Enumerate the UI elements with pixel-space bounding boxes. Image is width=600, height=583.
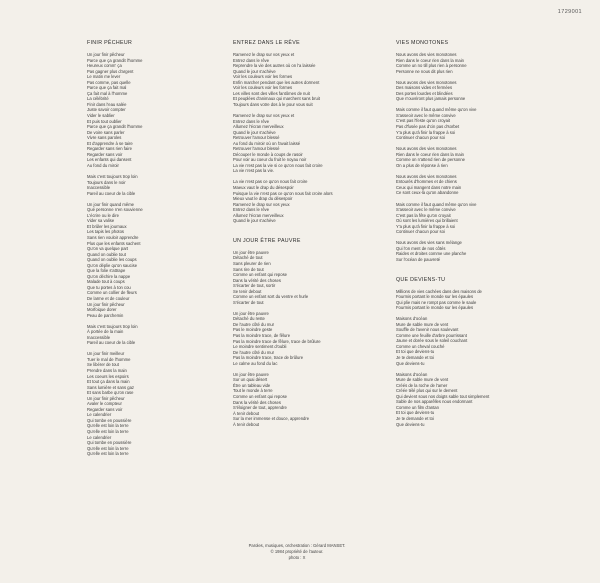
stanza	[396, 289, 536, 311]
lyric-line: Que deviens-tu	[396, 421, 425, 427]
lyric-line: Et sans barbe qu'on rase	[87, 390, 134, 396]
lyric-line: S'asseoir avec le même convive	[396, 112, 456, 118]
lyric-line: Entourés d'hommes et de chiens	[396, 179, 457, 185]
lyric-line: Le moindre sentiment d'oubli	[233, 344, 287, 350]
lyric-line: Pas la moindre trace de fêlure, trace de brûlure	[233, 338, 321, 344]
stanza	[396, 240, 536, 262]
stanza	[87, 174, 217, 196]
lyric-line: Quand le jour s'achève	[233, 129, 276, 135]
lyric-line: Ceux qui mangent dans notre main	[396, 184, 462, 190]
lyric-line: Qu'elle est loin la terre	[87, 423, 129, 429]
lyric-line: À portée de la main	[87, 329, 124, 335]
lyric-line: Qu'on va quelque part	[87, 246, 129, 252]
lyrics-column-2	[233, 40, 373, 441]
lyric-line: Mais c'est toujours trop loin	[87, 173, 138, 179]
stanza	[396, 316, 536, 366]
lyric-line: Sur la mer immense et douce, apprendre	[233, 416, 310, 422]
lyric-line: Et tout ça dans la main	[87, 379, 130, 385]
lyric-line: Retrouver l'amour blessé	[233, 146, 280, 152]
lyric-line: Se tenir debout	[233, 288, 262, 294]
lyric-line: Prendre dans la main	[87, 367, 127, 373]
credits-line: photo : X	[288, 555, 306, 560]
stanza	[233, 250, 373, 305]
lyric-line: La célébrité	[87, 96, 109, 102]
lyric-line: Allumez l'écran merveilleux	[233, 212, 284, 218]
lyric-line: L'écrire ou le dire	[87, 212, 119, 218]
lyric-line: Le matin me lever	[87, 74, 121, 80]
lyric-line: Nous avons des vies monotones	[396, 52, 457, 57]
song	[233, 238, 373, 427]
stanza	[87, 324, 217, 346]
lyric-line: Au fond du miroir où on l'avait laissé	[233, 140, 301, 146]
lyric-line: Parce que ça fait mal	[87, 85, 127, 91]
lyric-line: Et toi que deviens-tu	[396, 410, 435, 416]
lyric-line: Qui plie mais ne rompt pas comme le saule	[396, 299, 477, 305]
lyric-line: À tenir debout	[233, 410, 260, 416]
lyric-line: Le calendrier	[87, 412, 112, 418]
lyric-line: Voir les couleurs voir les formes	[233, 85, 293, 91]
lyric-line: Ce sont ceux-là qu'on abandonne	[396, 190, 459, 196]
lyric-line: Entrez dans le rêve	[233, 207, 270, 213]
stanza	[87, 202, 217, 318]
lyric-line: Sans rire de tout	[233, 266, 264, 272]
stanza	[87, 351, 217, 456]
lyric-line: Un jour finir pêcheur	[87, 52, 125, 57]
lyric-line: De voire sans parler	[87, 129, 125, 135]
lyric-line: Créée télé plus qui sur le dement	[396, 388, 458, 394]
lyric-line: Qui tombe en poussière	[87, 417, 132, 423]
lyric-line: Fourmis portant le monde sur les épaules	[396, 294, 474, 300]
lyric-line: Vider le sablier	[87, 113, 115, 119]
lyric-line: Et d'apprendre à se taire	[87, 140, 133, 146]
lyric-line: Détaché de tout	[233, 255, 263, 261]
lyric-line: Qui devient sous nos doigts sable tout simplement	[396, 393, 490, 399]
lyric-line: Qu'on déchire la nappe	[87, 273, 131, 279]
lyric-line: Regarder sans voir	[87, 151, 123, 157]
lyric-line: Pas la moindre trace, de fêlure	[233, 333, 291, 339]
stanza	[396, 202, 536, 235]
lyric-line: Peau de parchemin	[87, 312, 124, 318]
lyric-line: Ramenez le drap sur vos yeux	[233, 201, 290, 207]
lyric-line: Pas la moindre trace, trace de brûlure	[233, 355, 304, 361]
lyric-line: Découper le monde à coups de rasoir	[233, 151, 303, 157]
lyric-line: Détaché du reste	[233, 316, 265, 322]
lyric-line: Personne ne nous dit plus rien	[396, 68, 453, 74]
lyric-line: Sur l'océan de pauvreté	[396, 256, 441, 262]
lyric-line: Maisons d'océan	[396, 371, 428, 377]
lyric-line: Nous avons des vies sans mélange	[396, 240, 462, 246]
lyric-line: Pareil au coeur de la cible	[87, 340, 136, 346]
lyric-line: Pas comme, pas quelle	[87, 79, 131, 85]
lyric-line: Entrez dans le rêve	[233, 118, 270, 124]
lyric-line: Toujours dans le noir	[87, 179, 126, 185]
lyric-line: La vie n'est pas ce qu'on nous fait croire	[233, 179, 308, 185]
lyric-line: Regarder sans voir	[87, 406, 123, 412]
stanza	[87, 52, 217, 168]
stanza	[396, 372, 536, 427]
lyric-line: Qu'elle est loin la terre	[87, 451, 129, 457]
stanza	[233, 179, 373, 223]
lyric-line: De l'autre côté du mur	[233, 349, 275, 355]
stanza	[233, 113, 373, 174]
lyric-line: Mieux vaut le drap du désespoir	[233, 196, 293, 202]
stanza	[396, 107, 536, 140]
lyric-line: Comme une feuille d'arbre pourrissant	[396, 332, 467, 338]
song	[396, 40, 536, 263]
lyric-line: Avaler le compteur	[87, 401, 122, 407]
lyric-line: Puisque la vie n'est pas ce qu'on nous fait croire alors	[233, 190, 333, 196]
lyrics-column-3	[396, 40, 536, 441]
lyric-line: Qué personne n'en souvienne	[87, 207, 143, 213]
lyric-line: Toujours dans votre dos à le pour vous suit	[233, 101, 313, 107]
lyric-line: À tenir debout	[233, 421, 260, 427]
lyric-line: Millions de vies cachées dans des maisons de	[396, 288, 482, 294]
lyric-line: Au fond du miroir	[87, 162, 119, 168]
lyric-line: Un jour finir quand même	[87, 201, 135, 207]
lyric-line: Rien dans le coeur rien dans la main	[396, 151, 464, 157]
lyric-line: Comme un cheval couché	[396, 343, 445, 349]
lyric-line: Que la folie s'attrape	[87, 268, 126, 274]
lyric-line: Que tu portes à ton cou	[87, 284, 131, 290]
lyric-line: Le calme au fond du lac	[233, 360, 278, 366]
lyric-line: Et toi que deviens-tu	[396, 349, 435, 355]
lyric-line: S'asseoir avec le même convive	[396, 207, 456, 213]
lyric-line: Inaccessible	[87, 185, 111, 191]
stanza	[233, 52, 373, 107]
lyric-line: C'est pas l'feste qu'on croyait	[396, 118, 451, 124]
lyric-line: Sur un quai désert	[233, 377, 268, 383]
lyric-line: Jaune et dorée sous le soleil couchant	[396, 338, 468, 344]
lyric-line: Ça fait mal à l'homme	[87, 90, 128, 96]
lyric-line: Un jour être pauvre	[233, 310, 269, 316]
lyric-line: Comme un enfant sort du ventre et hurle	[233, 294, 309, 300]
lyric-line: Comme on n'attend rien de personne	[396, 157, 466, 163]
lyric-line: Plus que les enfants sachent	[87, 240, 141, 246]
lyric-line: Raides et droites comme une planche	[396, 251, 467, 257]
lyric-line: Parce que ça grandit l'homme	[87, 124, 143, 130]
lyric-line: Mais comme il faut quand même qu'on vive	[396, 107, 477, 113]
lyric-line: Vivre sans paroles	[87, 135, 122, 141]
lyric-line: Maisons d'océan	[396, 316, 428, 322]
lyric-line: Je te demande et toi	[396, 415, 434, 421]
lyric-line: S'éloigner de tout, apprendre	[233, 405, 287, 411]
lyric-line: Un jour être pauvre	[233, 371, 269, 377]
lyric-line: On a plus de réponse à rien	[396, 162, 448, 168]
lyric-line: Dans la vérité des choses	[233, 399, 281, 405]
credits-line: Paroles, musiques, orchestration : Gérard MANSET.	[248, 543, 346, 548]
lyric-line: Des maisons vides et fermées	[396, 85, 453, 91]
lyric-line: Je te demande et toi	[396, 355, 434, 361]
lyric-line: Nous avons des vies monotones	[396, 79, 457, 85]
lyric-line: La vie n'est pas la vie si ce qu'on nous fait croire	[233, 162, 323, 168]
lyric-line: Sans lumière et sans gaz	[87, 384, 135, 390]
lyric-line: Et peuplées d'animaux qui marchent sans bruit	[233, 96, 320, 102]
lyric-line: Heureux comm' ça	[87, 63, 122, 69]
stanza	[233, 311, 373, 366]
lyric-line: Que deviens-tu	[396, 360, 425, 366]
lyric-line: Comme un enfant qui repose	[233, 272, 288, 278]
lyric-line: Tuer le mal de l'homme	[87, 356, 131, 362]
lyric-line: Qu'on déplie qu'on saucise	[87, 262, 138, 268]
lyric-line: Les villes sont des villes fantômes de nuit	[233, 90, 310, 96]
lyric-line: Où sont les lumières qui brillaient	[396, 218, 458, 224]
lyric-line: Quand le jour s'achève	[233, 218, 276, 224]
lyric-line: Sable de nos apparêlles nous endormant	[396, 399, 473, 405]
lyric-line: De l'autre côté du mur	[233, 321, 275, 327]
song-title: ENTREZ DANS LE RÊVE	[233, 40, 300, 46]
lyric-line: Mais c'est toujours trop loin	[87, 323, 138, 329]
credits	[232, 543, 362, 561]
song	[87, 40, 217, 457]
lyric-line: Regarder sans rien faire	[87, 146, 132, 152]
lyric-line: La vie n'est pas la vie.	[233, 168, 275, 174]
song-title: UN JOUR ÊTRE PAUVRE	[233, 237, 301, 244]
lyric-line: Finir dans l'eau salée	[87, 101, 127, 107]
lyric-line: Parce que ça grandit l'homme	[87, 57, 143, 63]
lyric-line: Pas le moindre geste	[233, 327, 273, 333]
lyric-line: Sans pleurer de rien	[233, 260, 271, 266]
lyric-line: Comme un film d'antan	[396, 404, 439, 410]
catalog-number: 1729001	[557, 9, 582, 15]
lyric-line: Comme un enfant qui repose	[233, 393, 288, 399]
lyric-line: Comme un collier de fleurs	[87, 290, 137, 296]
stanza	[233, 372, 373, 427]
lyric-line: Continuer chacun pour soi	[396, 135, 445, 141]
lyric-line: Pas d'fusée pas d'cin pas d'sorbet	[396, 124, 460, 130]
lyric-line: Pas gagner plus d'argent	[87, 68, 134, 74]
lyric-line: De larme et de couleur	[87, 295, 130, 301]
lyric-line: Ramenez le drap sur vos yeux et	[233, 52, 295, 57]
song-title: FINIR PÊCHEUR	[87, 40, 133, 46]
lyric-line: Inaccessible	[87, 334, 111, 340]
lyric-line: Mure de sable mure de vent	[396, 321, 449, 327]
lyric-line: Et brûler les journaux	[87, 223, 127, 229]
lyric-line: Entrez dans le rêve	[233, 57, 270, 63]
stanza	[396, 146, 536, 168]
lyric-line: Malade tout à coups	[87, 279, 125, 285]
lyric-line: Vider sa valise	[87, 218, 115, 224]
lyric-line: Pour voir au coeur du fruit le noyau noir	[233, 157, 307, 163]
lyric-line: S'écarter de tout	[233, 299, 264, 305]
lyric-line: Retrouver l'amour blessé	[233, 135, 280, 141]
lyric-line: Sans rien vouloir apprendre	[87, 234, 139, 240]
lyric-line: C'est pas la fête qu'on croyait	[396, 212, 451, 218]
stanza	[396, 174, 536, 196]
lyric-line: Que n'ouvriront plus jamais personne	[396, 96, 466, 102]
lyric-line: Le calendrier	[87, 434, 112, 440]
lyric-line: Nous avons des vies monotones	[396, 173, 457, 179]
lyric-line: Un jour finir meilleur	[87, 351, 125, 357]
lyric-line: Qu'elle est loin la terre	[87, 429, 129, 434]
lyric-line: Qui tombe en poussière	[87, 440, 132, 446]
lyric-line: Se libérer de tout	[87, 362, 119, 368]
lyric-line: Créés de la roche de l'amer	[396, 382, 448, 388]
lyric-line: Nous avons des vies monotones	[396, 146, 457, 152]
lyric-line: Mais comme il faut quand même qu'on vive	[396, 201, 477, 207]
lyric-line: Reprendre la vie des autres où on l'a laissée	[233, 63, 316, 69]
lyric-line: Voir les couleurs voir les formes	[233, 74, 293, 80]
lyric-line: Quand on oublie les coups	[87, 257, 137, 263]
song-title: QUE DEVIENS-TU	[396, 276, 446, 283]
lyric-line: Quand on oublie tout	[87, 251, 126, 257]
lyric-line: Comme un no till plus rien à personne	[396, 63, 467, 69]
lyric-line: Fourmis portant le monde sur les épaules	[396, 305, 474, 311]
lyric-line: Ramenez le drap sur vos yeux et	[233, 112, 295, 118]
lyric-line: Qui l'on ment de nos côtés	[396, 245, 446, 251]
lyric-line: Rien dans le coeur rien dans la main	[396, 57, 464, 63]
lyric-line: Enfin marcher pendant que les autres dorment	[233, 79, 320, 85]
lyric-line: Morfoique dorer	[87, 307, 117, 313]
lyric-line: Un jour être pauvre	[233, 249, 269, 255]
song	[396, 277, 536, 428]
stanza	[396, 52, 536, 74]
lyric-line: Et puis tout oublier	[87, 118, 122, 124]
song-title: VIES MONOTONES	[396, 40, 449, 46]
lyric-line: Juste savoir compter	[87, 107, 126, 113]
lyric-line: Y'a plus qu'à finir la frappe à soi	[396, 223, 456, 229]
stanza	[396, 80, 536, 102]
lyric-line: Qu'elle est loin la terre	[87, 445, 129, 451]
lyric-line: Souffle de l'avenir nous soulevant	[396, 327, 459, 333]
lyric-line: Un jour finir pêcheur	[87, 301, 125, 307]
lyric-line: Y'a plus qu'à finir la frappe à soi	[396, 129, 456, 135]
lyric-line: Mure de sable mure de vent	[396, 377, 449, 383]
lyric-line: Des portes lourdes et blindées	[396, 90, 453, 96]
lyric-line: Maeux vaut le drap du désespoir	[233, 185, 294, 191]
lyric-line: Un jour finir pêcheur	[87, 395, 125, 401]
lyrics-column-1	[87, 40, 217, 471]
lyric-line: Continuer chacun pour soi	[396, 229, 445, 235]
lyric-line: Quand le jour s'achève	[233, 68, 276, 74]
lyric-line: Être un tableau vide	[233, 382, 271, 388]
lyric-line: S'écarter de tout, sortir	[233, 283, 276, 289]
lyric-line: Tout le monde à terre	[233, 388, 273, 394]
lyric-line: Les enfants qui dansent	[87, 157, 132, 163]
lyric-line: Les coeurs les espoirs	[87, 373, 129, 379]
song	[233, 40, 373, 224]
lyric-line: Les tapis les photos	[87, 229, 125, 235]
lyric-line: Allumez l'écran merveilleux	[233, 124, 284, 130]
credits-line: © 1984 propriété de l'auteur.	[270, 549, 324, 554]
lyric-line: Dans la vérité des choses	[233, 277, 281, 283]
lyric-line: Pareil au coeur de la cible	[87, 190, 136, 196]
